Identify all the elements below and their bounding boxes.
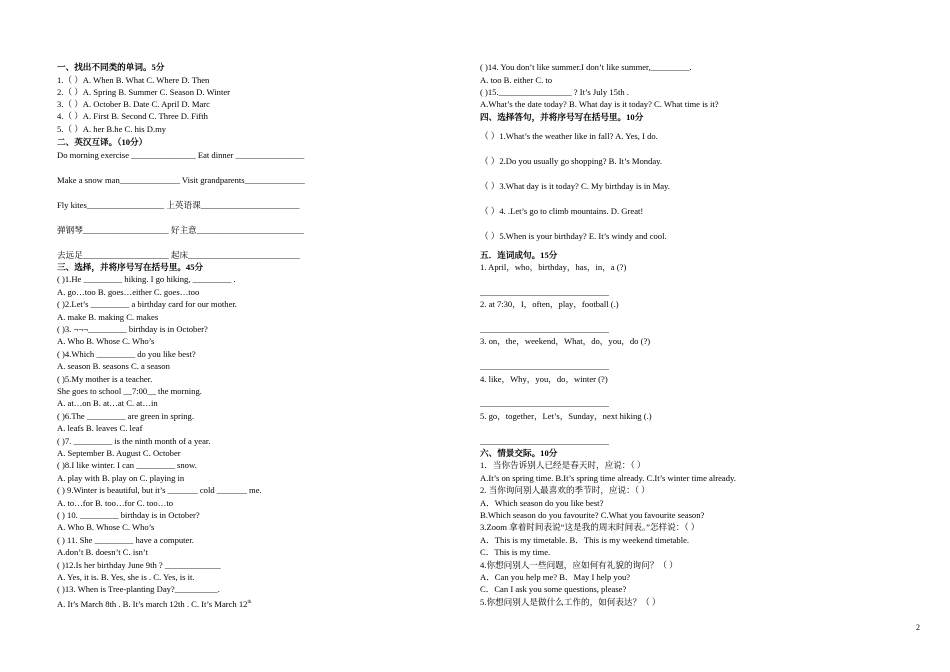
question-line: She goes to school __7:00__ the morning. (57, 386, 202, 396)
sentence-item: 5. go，together，Let’s，Sunday，next hiking (.) (480, 411, 652, 421)
dialog-line: C．Can I ask you some questions, please? (480, 584, 627, 594)
translation-row: Do morning exercise _______________ Eat dinner ________________ (57, 150, 305, 160)
question-line: ( )13. When is Tree-planting Day?__________. (57, 584, 220, 594)
question-line: ( )7. _________ is the ninth month of a year. (57, 436, 211, 446)
options-line: A. September B. August C. October (57, 448, 181, 458)
dialog-line: A．Can you help me? B．May I help you? (480, 572, 631, 582)
section-4-title: 四、选择答句，并将序号写在括号里。10分 (480, 112, 644, 122)
options-line: A. Who B. Whose C. Who’s (57, 522, 155, 532)
section-1-item: 4.（ ）A. First B. Second C. Three D. Fifth (57, 111, 208, 121)
question-line: ( )8.I like winter. I can _________ snow. (57, 460, 197, 470)
options-line: A.don’t B. doesn’t C. isn’t (57, 547, 148, 557)
question-line: ( ) 11. She _________ have a computer. (57, 535, 194, 545)
dialog-line: 1．当你告诉别人已经是春天时，应说：（ ） (480, 460, 646, 470)
section-3-title: 三、选择，并将序号写在括号里。45分 (57, 262, 204, 272)
question-line: ( ) 10. _________ birthday is in October? (57, 510, 200, 520)
options-line: A. Who B. Whose C. Who’s (57, 336, 155, 346)
sentence-item: 1. April，who，birthday，has，in，a (?) (480, 262, 627, 272)
superscript: th (247, 600, 252, 605)
translation-row: 去远足____________________ 起床__________________________ (57, 250, 300, 260)
options-line: A. go…too B. goes…either C. goes…too (57, 287, 200, 297)
section-1-item: 2.（ ）A. Spring B. Summer C. Season D. Winter (57, 87, 231, 97)
dialog-line: A．This is my timetable. B．This is my weekend timetable. (480, 535, 690, 545)
dialog-line: A.It’s on spring time. B.It’s spring time already. C.It’s winter time already. (480, 473, 736, 483)
page-number: 2 (916, 623, 920, 632)
question-line: ( )4.Which _________ do you like best? (57, 349, 196, 359)
translation-row: Make a snow man______________ Visit grandparents______________ (57, 175, 305, 185)
options-line: A.What’s the date today? B. What day is it today? C. What time is it? (480, 99, 719, 109)
section-2-title: 二、英汉互译。（10分） (57, 137, 148, 147)
question-line: ( )5.My mother is a teacher. (57, 374, 153, 384)
options-line: A. to…for B. too…for C. too…to (57, 498, 174, 508)
question-line: ( )14. You don’t like summer.I don’t like summer,_________. (480, 62, 692, 72)
answer-blank: ______________________________ (480, 398, 609, 408)
dialog-line: A．Which season do you like best? (480, 498, 604, 508)
sentence-item: 3. on，the，weekend，What，do，you，do (?) (480, 336, 651, 346)
sentence-item: 4. like，Why，you，do，winter (?) (480, 374, 608, 384)
question-line: ( )15._________________ ? It’s July 15th . (480, 87, 629, 97)
options-line: A. make B. making C. makes (57, 312, 159, 322)
section-1-item: 1.（ ）A. When B. What C. Where D. Then (57, 75, 210, 85)
options-line: A. Yes, it is. B. Yes, she is . C. Yes, is it. (57, 572, 195, 582)
answer-blank: ______________________________ (480, 361, 609, 371)
dialog-line: 3.Zoom 拿着时间表说“这是我的周末时间表。”怎样说：（ ） (480, 522, 700, 532)
section-6-title: 六、情景交际。10分 (480, 448, 558, 458)
question-line: ( ) 9.Winter is beautiful, but it’s _______ cold _______ me. (57, 485, 262, 495)
section-1-item: 3.（ ）A. October B. Date C. April D. Marc (57, 99, 210, 109)
answer-blank: ______________________________ (480, 287, 609, 297)
options-line: A. play with B. play on C. playing in (57, 473, 185, 483)
options-text: A. It’s March 8th . B. It’s march 12th . C. It’s March 12 (57, 598, 248, 609)
match-line: （ ）1.What’s the weather like in fall? A. Yes, I do. (480, 131, 658, 141)
translation-row: 弹钢琴____________________ 好主意_________________________ (57, 225, 305, 235)
options-line: A. too B. either C. to (480, 75, 553, 85)
dialog-line: 4.你想问别人一些问题，应如何有礼貌的询问？（ ） (480, 560, 678, 570)
question-line: ( )6.The _________ are green in spring. (57, 411, 194, 421)
options-line: A. leafs B. leaves C. leaf (57, 423, 143, 433)
match-line: （ ）3.What day is it today? C. My birthday is in May. (480, 181, 670, 191)
question-line: ( )1.He _________ hiking. I go hiking, _________ . (57, 274, 236, 284)
question-line: ( )3. ¬¬¬_________ birthday is in October? (57, 324, 208, 334)
match-line: （ ）5.When is your birthday? E. It’s windy and cool. (480, 231, 667, 241)
section-1-title: 一、找出不同类的单词。5分 (57, 62, 165, 72)
dialog-line: 2. 当你询问别人最喜欢的季节时，应说：（ ） (480, 485, 650, 495)
section-5-title: 五．连词成句。15分 (480, 250, 558, 260)
question-line: ( )2.Let’s _________ a birthday card for our mother. (57, 299, 237, 309)
section-1-item: 5.（ ）A. her B.he C. his D.my (57, 124, 167, 134)
sentence-item: 2. at 7:30，I，often，play，football (.) (480, 299, 619, 309)
dialog-line: 5.你想问别人是做什么工作的，如何表达？（ ） (480, 597, 661, 607)
options-line: A. season B. seasons C. a season (57, 361, 170, 371)
question-line: ( )12.Is her birthday June 9th ? _____________ (57, 560, 221, 570)
answer-blank: ______________________________ (480, 324, 609, 334)
dialog-line: B.Which season do you favourite? C.What you favourite season? (480, 510, 705, 520)
dialog-line: C．This is my time. (480, 547, 551, 557)
answer-blank: ______________________________ (480, 436, 609, 446)
options-line: A. at…on B. at…at C. at…in (57, 398, 158, 408)
match-line: （ ）2.Do you usually go shopping? B. It’s Monday. (480, 156, 663, 166)
translation-row: Fly kites__________________ 上英语课_______________________ (57, 200, 300, 210)
match-line: （ ）4. .Let’s go to climb mountains. D. Great! (480, 206, 644, 216)
options-line (57, 597, 251, 610)
